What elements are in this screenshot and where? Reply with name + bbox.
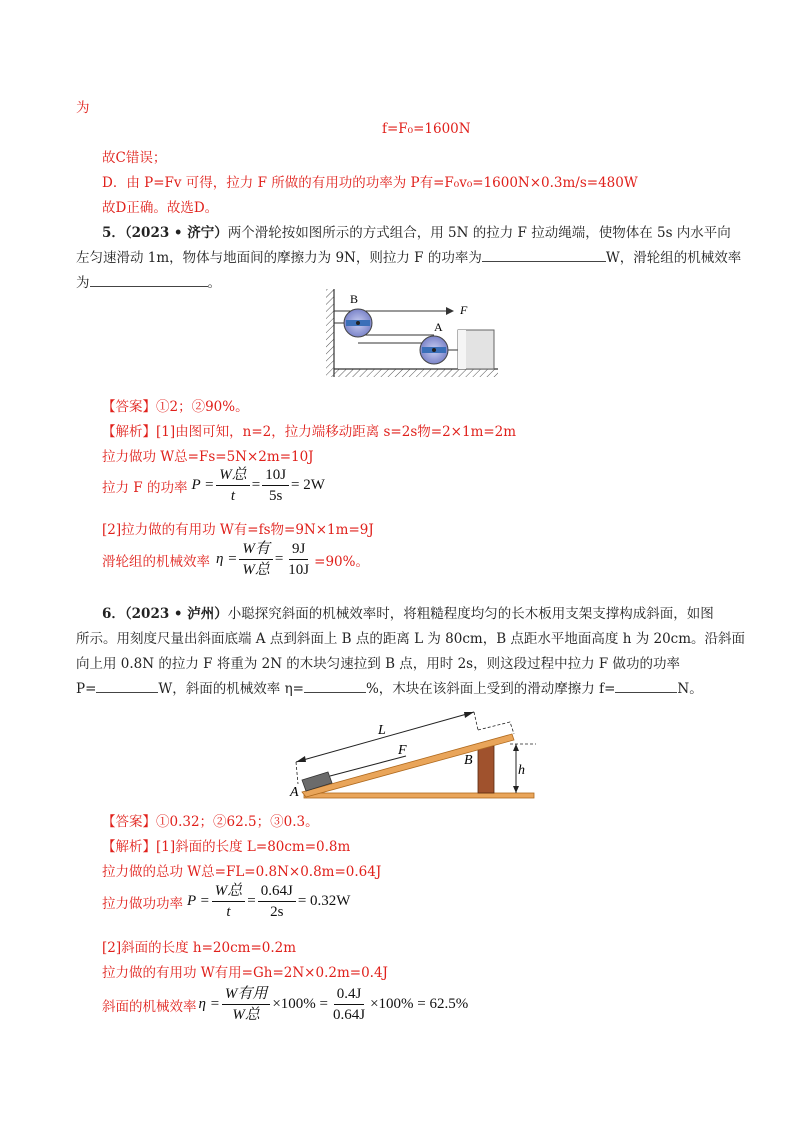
q5-power-den-1: t: [230, 488, 236, 504]
h-arrow-bottom: [513, 786, 519, 793]
q6-line-1: [102, 602, 714, 622]
q6-power-num-2: 0.64J: [258, 882, 296, 902]
q5-eta-formula: 滑轮组的机械效率 η = $\frac{\text{W有}}{\text{W总}}$ = $\frac{9J}{10J}$ =90%。: [102, 541, 369, 578]
q5-pulley-figure: [324, 285, 500, 385]
q6-eta-frac-1: [222, 985, 271, 1024]
label-f: F: [460, 303, 468, 317]
q6-power-result: = 0.32W: [297, 893, 351, 909]
top-line-1: 为: [76, 100, 90, 116]
q5-answer-tag: 【答案】: [102, 399, 156, 415]
q6-eta-den-2: 0.64J: [333, 1007, 366, 1023]
q5-number: 5．: [102, 225, 125, 241]
label-b: B: [350, 292, 359, 306]
q5-power-frac-1: [216, 466, 250, 505]
q5-jx-tag: 【解析】: [102, 424, 156, 440]
q5-text-1: 两个滑轮按如图所示的方式组合，用 5N 的拉力 F 拉动绳端，使物体在 5s 内水平向: [227, 225, 731, 241]
q6-line-3: 向上用 0.8N 的拉力 F 将重为 2N 的木块匀速拉到 B 点，用时 2s，则这段过程中拉力 F 做功的功率: [76, 656, 681, 672]
q6-blank-3[interactable]: [615, 680, 677, 693]
q6-blank-1[interactable]: [96, 680, 158, 693]
q6-eta-label: 斜面的机械效率: [102, 998, 197, 1015]
q6-jx-3: [2]斜面的长度 h=20cm=0.2m: [102, 940, 297, 956]
q6-number: 6．: [102, 606, 125, 622]
top-line-2: 故C错误；: [102, 150, 167, 166]
q6-power-label: 拉力做功功率: [102, 895, 183, 912]
ground-board: [304, 793, 534, 798]
q5-power-frac-2: [262, 466, 289, 505]
q6-eta-result: ×100% = 62.5%: [370, 996, 469, 1012]
q6-text-4c: %，木块在该斜面上受到的滑动摩擦力 f=: [365, 681, 616, 697]
q5-eta-lhs: η =: [216, 551, 238, 567]
q5-text-2a: 左匀速滑动 1m，物体与地面间的摩擦力为 9N，则拉力 F 的功率为: [76, 250, 482, 266]
q5-eta-result: =90%。: [314, 553, 369, 570]
force-arrow-head: [446, 307, 454, 315]
q5-eta-label: 滑轮组的机械效率: [102, 553, 210, 570]
q5-source: （2023 • 济宁）: [124, 225, 228, 241]
q5-line-1: [102, 221, 731, 241]
q6-power-frac-1: [212, 882, 246, 921]
q5-text-3b: 。: [207, 275, 221, 291]
q5-power-formula: 拉力 F 的功率 P = $\frac{\text{W总}}{t}$ = $\frac{10J}{5s}$ = 2W: [102, 467, 325, 504]
q6-jx-tag: 【解析】: [102, 839, 156, 855]
q5-jx-1-text: [1]由图可知，n=2，拉力端移动距离 s=2s物=2×1m=2m: [156, 424, 517, 440]
q6-power-den-2: 2s: [270, 904, 284, 920]
top-helper: [478, 722, 514, 734]
q5-eta-num-2: 9J: [289, 540, 308, 560]
q6-text-4a: P=: [76, 681, 97, 697]
q6-jx-2: 拉力做的总功 W总=FL=0.8N×0.8m=0.64J: [102, 864, 382, 880]
q6-power-formula: 拉力做功功率 P = $\frac{\text{W总}}{t}$ = $\frac{0.64J}{2s}$ = 0.32W: [102, 883, 351, 920]
q6-line-4: [76, 677, 710, 697]
q5-answer-text: ①2；②90%。: [156, 399, 249, 415]
label-h: h: [518, 763, 525, 778]
q6-eta-den-1: W总: [232, 1007, 260, 1023]
q6-power-frac-2: [258, 882, 296, 921]
top-equation: f=F₀=1600N: [382, 121, 471, 137]
q6-jx-1-text: [1]斜面的长度 L=80cm=0.8m: [156, 839, 351, 855]
q6-eta-mul: ×100% =: [272, 996, 328, 1012]
q6-eta-formula: [102, 985, 710, 1024]
q6-answer-tag: 【答案】: [102, 814, 156, 830]
wall-hatch: [326, 289, 334, 377]
q6-power-num-1: W总: [212, 882, 246, 902]
label-b: B: [464, 753, 473, 768]
label-f: F: [398, 743, 407, 758]
q5-blank-1[interactable]: [482, 249, 606, 262]
length-arrow-left: [296, 756, 306, 762]
q6-eta-frac-2: [330, 985, 368, 1024]
q5-eta-den-1: W总: [242, 562, 270, 578]
pulley-a-axle: [432, 348, 436, 352]
q6-eta-num-1: W有用: [222, 985, 271, 1005]
q5-power-lhs: P =: [191, 477, 215, 493]
q6-source: （2023 • 泸州）: [124, 606, 228, 622]
q6-eta-num-2: 0.4J: [334, 985, 365, 1005]
q5-text-2b: W，滑轮组的机械效率: [605, 250, 742, 266]
ground-hatch: [334, 369, 498, 377]
q6-eta-lhs: η =: [198, 996, 220, 1012]
q5-jx-3: [2]拉力做的有用功 W有=fs物=9N×1m=9J: [102, 522, 374, 538]
q6-power-lhs: P =: [187, 893, 210, 909]
top-line-4: 故D正确。故选D。: [102, 200, 219, 216]
q6-jx-1: [102, 835, 710, 855]
q5-blank-2[interactable]: [90, 274, 208, 287]
q6-answer: [102, 810, 710, 830]
q6-text-4b: W，斜面的机械效率 η=: [158, 681, 304, 697]
label-a: A: [434, 320, 443, 334]
length-arrow-right: [464, 712, 474, 718]
label-l: L: [378, 723, 386, 738]
q5-answer: [102, 395, 710, 415]
q5-power-result: = 2W: [291, 477, 325, 493]
q5-line-2: [76, 246, 742, 266]
q5-jx-2: 拉力做功 W总=Fs=5N×2m=10J: [102, 449, 314, 465]
q6-line-2: 所示。用刻度尺量出斜面底端 A 点到斜面上 B 点的距离 L 为 80cm，B 点距水平地面高度 h 为 20cm。沿斜面: [76, 631, 746, 647]
q5-power-label: 拉力 F 的功率: [102, 479, 188, 496]
label-a: A: [290, 785, 299, 800]
q5-eta-num-1: W有: [239, 540, 273, 560]
q6-power-den-1: t: [226, 904, 231, 920]
block-highlight: [458, 330, 466, 369]
q6-text-4d: N。: [677, 681, 703, 697]
length-ext-right: [474, 712, 478, 730]
q5-power-num-2: 10J: [262, 466, 289, 486]
top-line-3: D．由 P=Fv 可得，拉力 F 所做的有用功的功率为 P有=F₀v₀=1600N×0.3m/s=480W: [102, 175, 638, 191]
q5-eta-frac-2: [285, 540, 312, 579]
q5-power-num-1: W总: [216, 466, 250, 486]
length-ext-left: [296, 762, 298, 784]
q5-power-den-2: 5s: [268, 488, 283, 504]
pulley-b-axle: [356, 321, 360, 325]
q6-jx-4: 拉力做的有用功 W有用=Gh=2N×0.2m=0.4J: [102, 965, 388, 981]
q6-blank-2[interactable]: [304, 680, 366, 693]
h-arrow-top: [513, 744, 519, 751]
q5-text-3a: 为: [76, 275, 90, 291]
q5-eta-frac-1: [239, 540, 273, 579]
q6-answer-text: ①0.32；②62.5；③0.3。: [156, 814, 319, 830]
q6-incline-figure: [288, 700, 540, 804]
q6-text-1: 小聪探究斜面的机械效率时，将粗糙程度均匀的长木板用支架支撑构成斜面，如图: [227, 606, 714, 622]
support-post: [478, 746, 494, 793]
q5-eta-den-2: 10J: [288, 562, 310, 578]
q5-jx-1: [102, 420, 710, 440]
